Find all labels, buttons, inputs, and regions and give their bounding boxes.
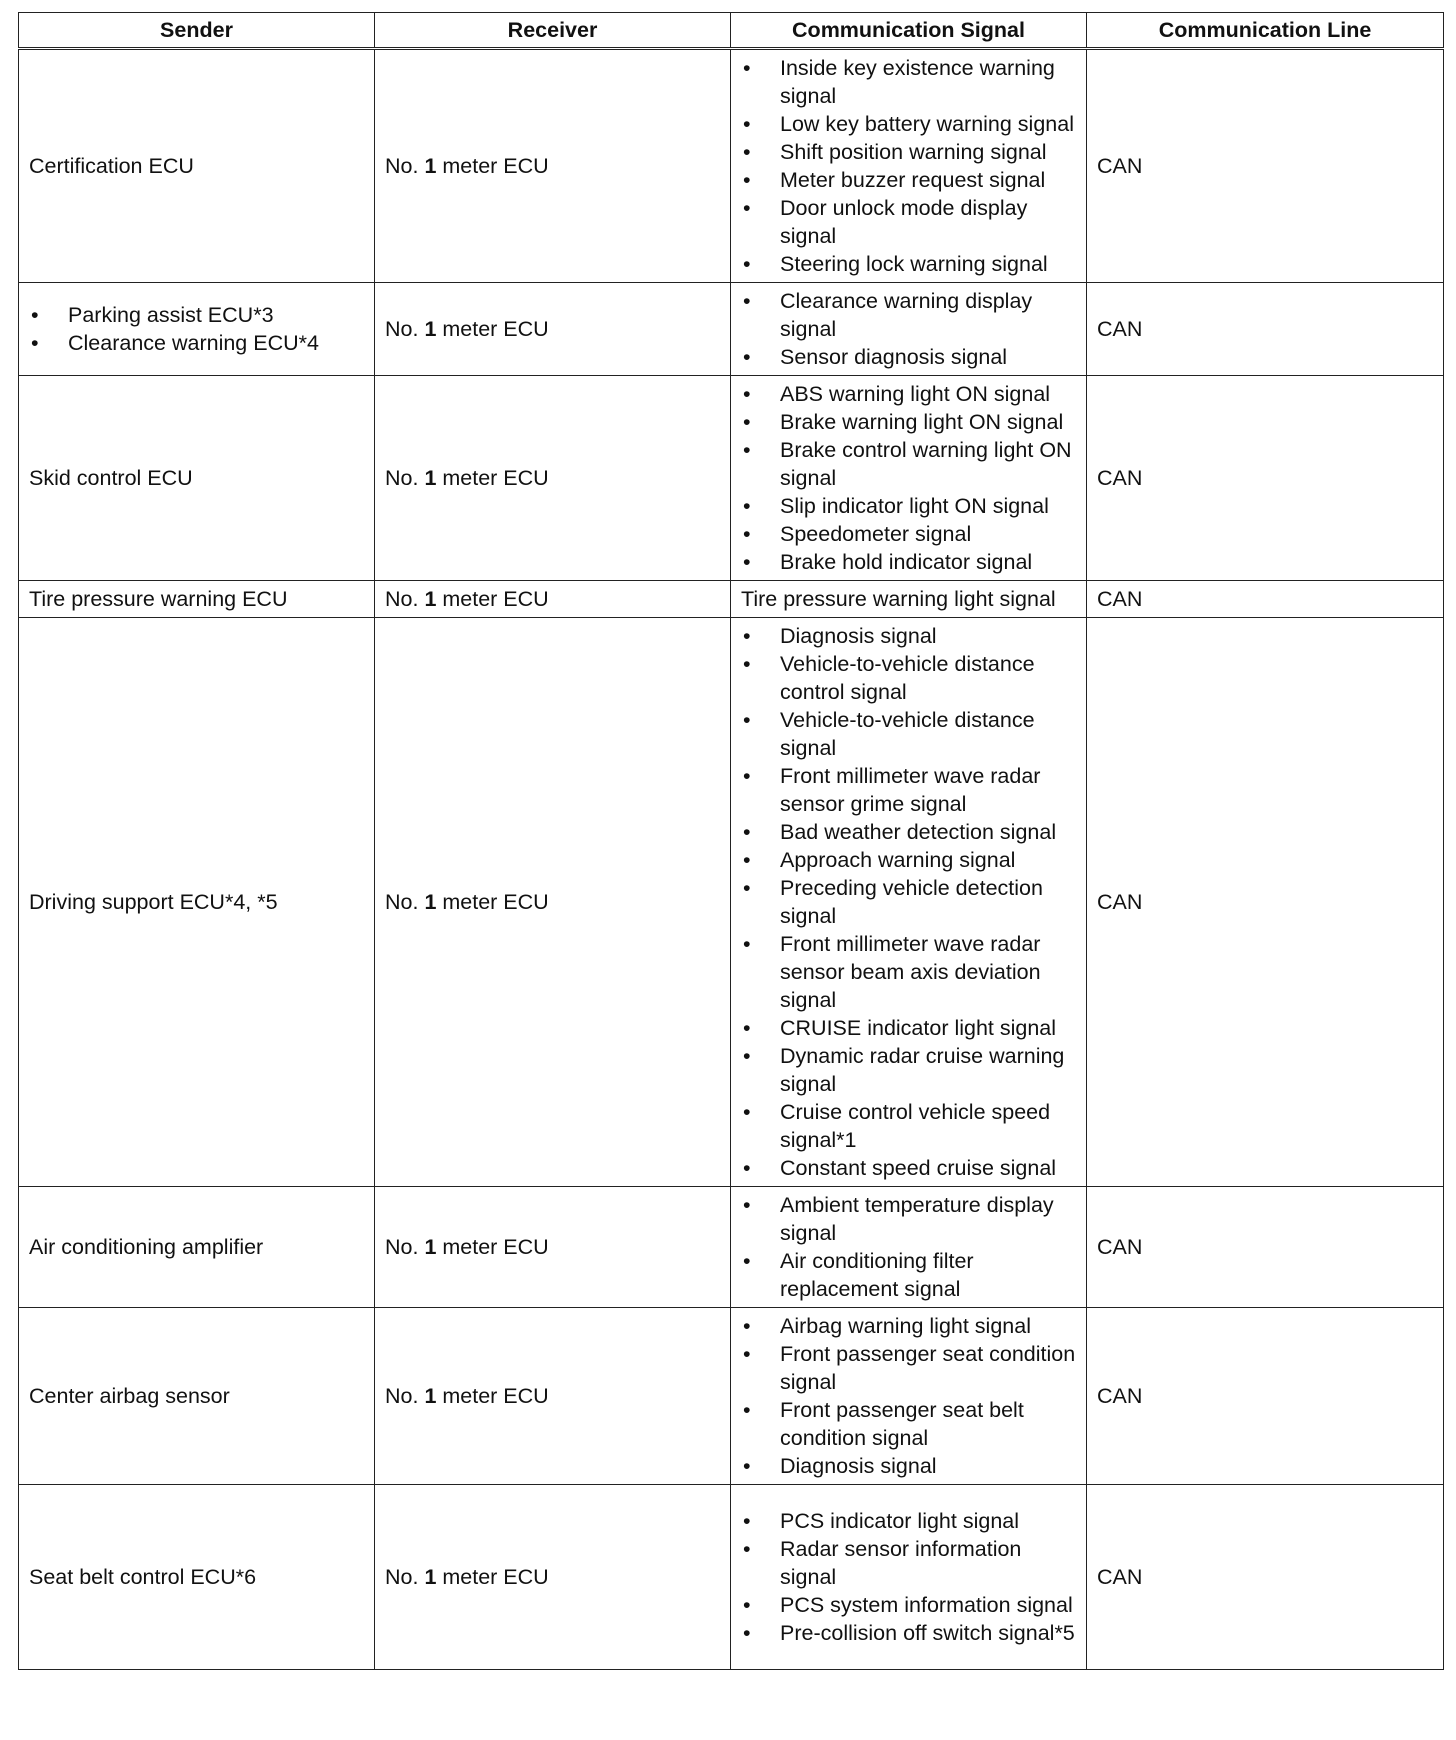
sender-list-item: • Parking assist ECU*3 [29, 301, 364, 329]
signal-list-item: • Radar sensor information signal [741, 1535, 1076, 1591]
signal-list-item: • Meter buzzer request signal [741, 166, 1076, 194]
receiver-cell [375, 49, 731, 283]
header-sender: Sender [19, 13, 375, 49]
table-row [19, 283, 1444, 376]
signal-list-item: • Sensor diagnosis signal [741, 343, 1076, 371]
signal-list-item: • Ambient temperature display signal [741, 1191, 1076, 1247]
signal-list-item: • Shift position warning signal [741, 138, 1076, 166]
sender-cell: Driving support ECU*4, *5 [19, 618, 375, 1187]
signal-list-item: • Front passenger seat condition signal [741, 1340, 1076, 1396]
sender-list-item: • Clearance warning ECU*4 [29, 329, 364, 357]
signal-list-item: • Preceding vehicle detection signal [741, 874, 1076, 930]
signal-list-item: • Speedometer signal [741, 520, 1076, 548]
receiver-suffix: meter ECU [436, 154, 549, 178]
signal-list-item: • Slip indicator light ON signal [741, 492, 1076, 520]
signal-list [741, 54, 1076, 278]
communication-line-cell: CAN [1087, 1485, 1444, 1670]
receiver-number: 1 [424, 890, 437, 914]
table-row [19, 49, 1444, 283]
receiver-cell [375, 618, 731, 1187]
communication-line-cell: CAN [1087, 1187, 1444, 1308]
signal-list-item: • Front passenger seat belt condition signal [741, 1396, 1076, 1452]
signal-list-item: • Front millimeter wave radar sensor beam axis deviation signal [741, 930, 1076, 1014]
signal-list-item: • Door unlock mode display signal [741, 194, 1076, 250]
sender-cell: Tire pressure warning ECU [19, 581, 375, 618]
signal-list-item: • Brake hold indicator signal [741, 548, 1076, 576]
signal-list-item: • Cruise control vehicle speed signal*1 [741, 1098, 1076, 1154]
receiver-number: 1 [424, 587, 437, 611]
signal-cell [731, 1308, 1087, 1485]
signal-list-item: • Diagnosis signal [741, 622, 1076, 650]
receiver-suffix: meter ECU [436, 587, 549, 611]
signal-list-item: • CRUISE indicator light signal [741, 1014, 1076, 1042]
signal-cell [731, 1485, 1087, 1670]
sender-cell: Certification ECU [19, 49, 375, 283]
header-communication-line: Communication Line [1087, 13, 1444, 49]
receiver-prefix: No. [385, 1565, 425, 1589]
receiver-cell [375, 1308, 731, 1485]
receiver-prefix: No. [385, 317, 425, 341]
communication-line-cell: CAN [1087, 618, 1444, 1187]
signal-list-item: • Front millimeter wave radar sensor grime signal [741, 762, 1076, 818]
sender-cell: Air conditioning amplifier [19, 1187, 375, 1308]
signal-list-item: • Approach warning signal [741, 846, 1076, 874]
table-row [19, 618, 1444, 1187]
receiver-prefix: No. [385, 1384, 425, 1408]
receiver-prefix: No. [385, 466, 425, 490]
receiver-suffix: meter ECU [436, 1235, 549, 1259]
communication-line-cell: CAN [1087, 1308, 1444, 1485]
receiver-suffix: meter ECU [436, 1384, 549, 1408]
receiver-cell [375, 283, 731, 376]
signal-list-item: • Low key battery warning signal [741, 110, 1076, 138]
signal-list [741, 622, 1076, 1182]
signal-cell [731, 49, 1087, 283]
receiver-prefix: No. [385, 890, 425, 914]
signal-list-item: • Diagnosis signal [741, 1452, 1076, 1480]
signal-list [741, 1507, 1076, 1647]
communication-line-cell: CAN [1087, 49, 1444, 283]
receiver-suffix: meter ECU [436, 890, 549, 914]
signal-list-item: • Clearance warning display signal [741, 287, 1076, 343]
signal-list-item: • ABS warning light ON signal [741, 380, 1076, 408]
signal-cell [731, 618, 1087, 1187]
receiver-number: 1 [424, 1384, 437, 1408]
signal-list-item: • Constant speed cruise signal [741, 1154, 1076, 1182]
header-receiver: Receiver [375, 13, 731, 49]
signal-list-item: • Brake warning light ON signal [741, 408, 1076, 436]
signal-list-item: • Vehicle-to-vehicle distance control signal [741, 650, 1076, 706]
communication-line-cell: CAN [1087, 283, 1444, 376]
signal-list-item: • PCS system information signal [741, 1591, 1076, 1619]
table-row [19, 1308, 1444, 1485]
signal-list-item: • PCS indicator light signal [741, 1507, 1076, 1535]
signal-list [741, 1191, 1076, 1303]
receiver-suffix: meter ECU [436, 317, 549, 341]
signal-list-item: • Steering lock warning signal [741, 250, 1076, 278]
receiver-number: 1 [424, 317, 437, 341]
signal-list-item: • Bad weather detection signal [741, 818, 1076, 846]
sender-cell: Seat belt control ECU*6 [19, 1485, 375, 1670]
communication-table [18, 12, 1444, 1670]
table-row [19, 1187, 1444, 1308]
sender-list [29, 301, 364, 357]
receiver-cell [375, 581, 731, 618]
table-row [19, 581, 1444, 618]
receiver-number: 1 [424, 466, 437, 490]
table-row [19, 1485, 1444, 1670]
table-row [19, 376, 1444, 581]
communication-line-cell: CAN [1087, 581, 1444, 618]
receiver-cell [375, 1485, 731, 1670]
signal-list [741, 287, 1076, 371]
receiver-prefix: No. [385, 587, 425, 611]
receiver-prefix: No. [385, 1235, 425, 1259]
receiver-suffix: meter ECU [436, 466, 549, 490]
receiver-cell [375, 1187, 731, 1308]
header-communication-signal: Communication Signal [731, 13, 1087, 49]
receiver-prefix: No. [385, 154, 425, 178]
signal-cell [731, 376, 1087, 581]
signal-list-item: • Brake control warning light ON signal [741, 436, 1076, 492]
communication-line-cell: CAN [1087, 376, 1444, 581]
receiver-number: 1 [424, 1235, 437, 1259]
sender-cell [19, 283, 375, 376]
signal-list-item: • Airbag warning light signal [741, 1312, 1076, 1340]
signal-cell [731, 283, 1087, 376]
signal-list-item: • Air conditioning filter replacement signal [741, 1247, 1076, 1303]
sender-cell: Center airbag sensor [19, 1308, 375, 1485]
signal-list-item: • Inside key existence warning signal [741, 54, 1076, 110]
signal-list-item: • Dynamic radar cruise warning signal [741, 1042, 1076, 1098]
signal-list-item: • Pre-collision off switch signal*5 [741, 1619, 1076, 1647]
receiver-suffix: meter ECU [436, 1565, 549, 1589]
signal-list-item: • Vehicle-to-vehicle distance signal [741, 706, 1076, 762]
receiver-number: 1 [424, 1565, 437, 1589]
receiver-number: 1 [424, 154, 437, 178]
signal-cell [731, 1187, 1087, 1308]
signal-cell: Tire pressure warning light signal [731, 581, 1087, 618]
receiver-cell [375, 376, 731, 581]
header-row [19, 13, 1444, 49]
sender-cell: Skid control ECU [19, 376, 375, 581]
table-body [19, 49, 1444, 1670]
signal-list [741, 1312, 1076, 1480]
signal-list [741, 380, 1076, 576]
